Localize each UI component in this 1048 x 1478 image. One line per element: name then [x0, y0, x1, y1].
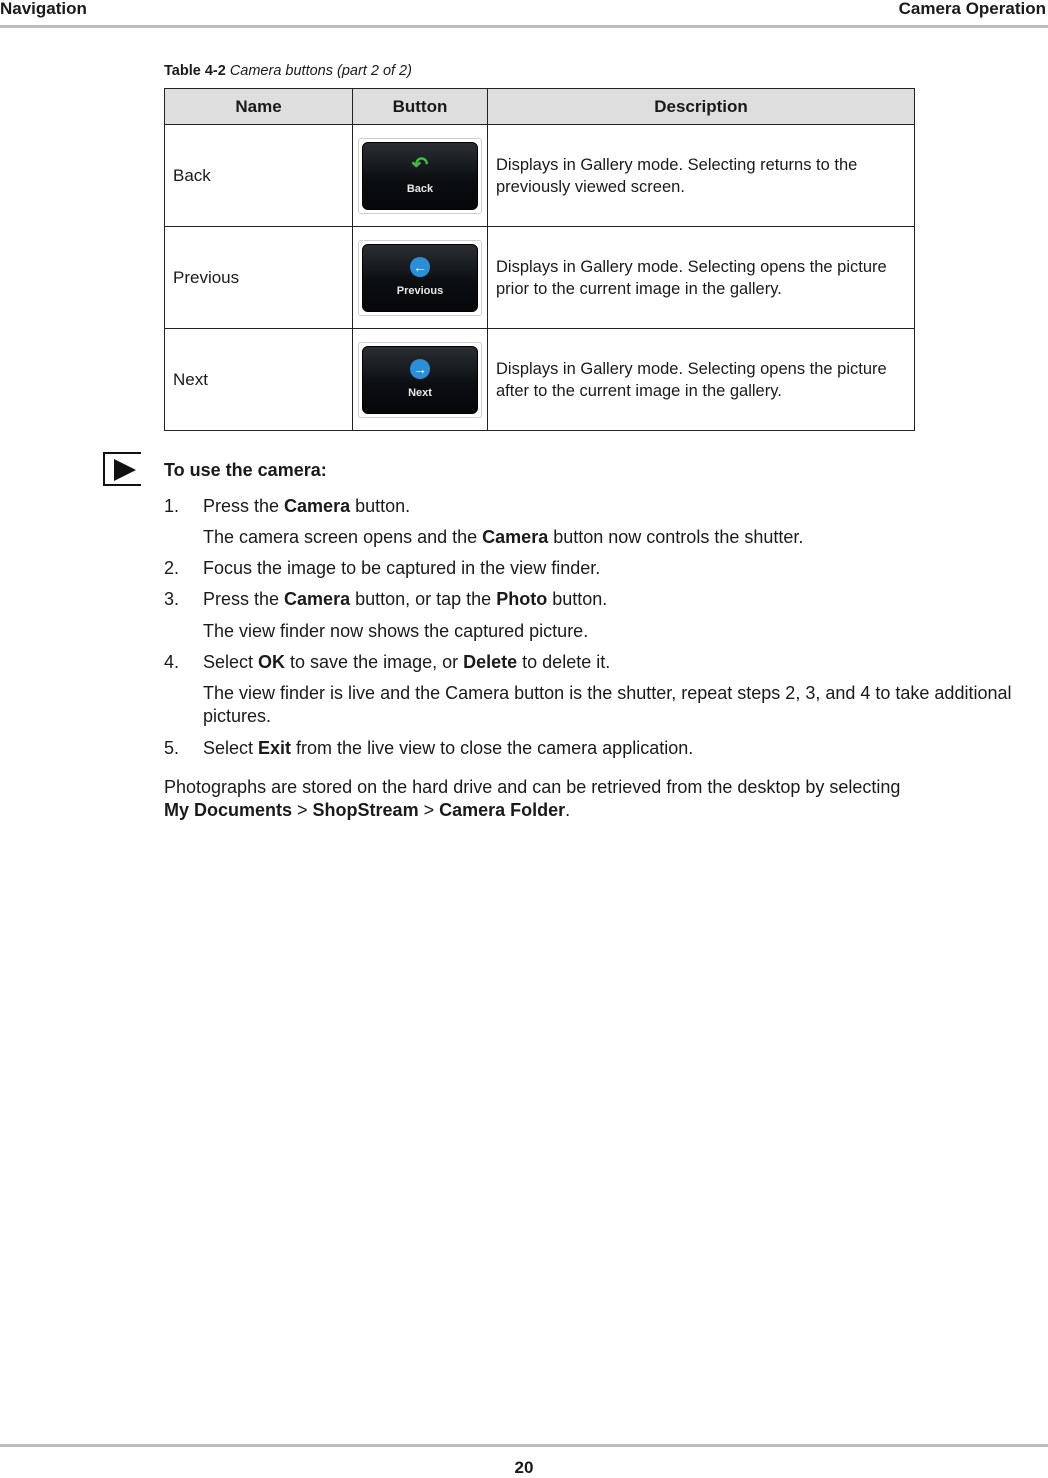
row-button-image [353, 125, 488, 227]
camera-buttons-table [164, 88, 915, 431]
procedure-arrow-icon [103, 452, 141, 486]
row-button-image [353, 329, 488, 431]
row-name: Back [165, 125, 353, 227]
right-arrow-circle-icon: → [410, 359, 430, 379]
column-header-name: Name [165, 89, 353, 125]
table-caption [164, 63, 412, 79]
left-arrow-circle-icon: ← [410, 257, 430, 277]
next-button-screenshot [358, 342, 482, 418]
step-3-result: The view finder now shows the captured picture. [203, 621, 589, 641]
column-header-description: Description [488, 89, 915, 125]
page-header [0, 0, 1048, 28]
caption-text: Camera buttons (part 2 of 2) [229, 63, 412, 79]
page-number: 20 [514, 1458, 534, 1477]
back-button-screenshot [358, 138, 482, 214]
row-name: Previous [165, 227, 353, 329]
button-label: Previous [396, 284, 444, 297]
button-label: Next [408, 386, 432, 399]
table-row [165, 329, 915, 431]
header-section: Navigation [0, 0, 87, 18]
header-chapter: Camera Operation [898, 0, 1046, 18]
header-rule [0, 25, 1048, 28]
caption-label: Table 4-2 [164, 63, 226, 79]
row-name: Next [165, 329, 353, 431]
row-description: Displays in Gallery mode. Selecting opens the picture after to the current image in the gallery. [488, 329, 915, 431]
table-row [165, 227, 915, 329]
back-arrow-icon: ↶ [411, 153, 429, 176]
row-description: Displays in Gallery mode. Selecting returns to the previously viewed screen. [488, 125, 915, 227]
previous-button-screenshot [358, 240, 482, 316]
row-description: Displays in Gallery mode. Selecting opens the picture prior to the current image in the gallery. [488, 227, 915, 329]
table-header-row [165, 89, 915, 125]
step-1-result: The camera screen opens and the Camera button now controls the shutter. [203, 527, 804, 547]
footer-rule [0, 1444, 1048, 1447]
table-row [165, 125, 915, 227]
button-label: Back [406, 182, 434, 195]
row-button-image [353, 227, 488, 329]
closing-paragraph: Photographs are stored on the hard drive and can be retrieved from the desktop by selecting My Documents > ShopStream > Camera Folder. [164, 777, 901, 820]
step-4-result: The view finder is live and the Camera button is the shutter, repeat steps 2, 3, and 4 to take additional pictures. [203, 683, 1012, 726]
column-header-button: Button [353, 89, 488, 125]
procedure-title: To use the camera: [164, 460, 327, 480]
